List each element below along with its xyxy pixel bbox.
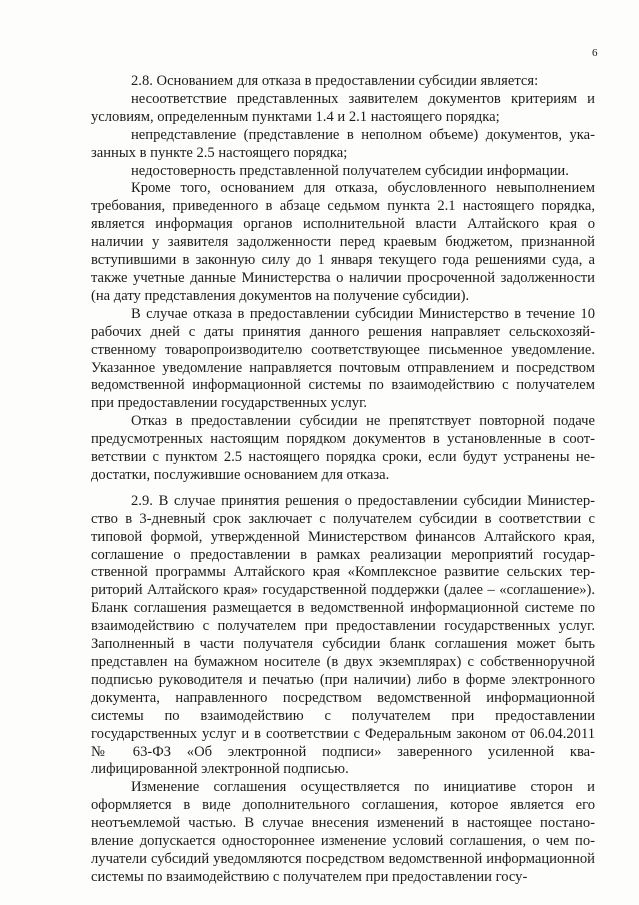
document-body	[91, 73, 595, 887]
paragraph-refusal-notification: В случае отказа в предоставлении субсидии Министерство в течение 10 рабочих дней с даты принятия данного решения направляет сельскохозяйственному товаропроизводителю соответствующее письменное уведомление. Указанное уведомление направляется почтовым отправлением и посредством ведомственной информационной системы по взаимодействию с получателем при предоставлении государственных услуг.	[91, 305, 595, 412]
page-number: 6	[592, 47, 598, 59]
paragraph-agreement-amendment: Изменение соглашения осуществляется по инициативе сторон и оформляется в виде дополнительного соглашения, которое является его неотъемлемой частью. В случае внесения изменений в настоящее постановление допускается одностороннее изменение условий соглашения, о чем получатели субсидий уведомляются посредством ведомственной информационной системы по взаимодействию с получателем при предоставлении госу-	[91, 779, 595, 885]
paragraph-nonsubmission: непредставление (представление в неполном объеме) документов, указанных в пункте 2.5 настоящего порядка;	[91, 126, 595, 161]
paragraph-refusal-grounds-heading: 2.8. Основанием для отказа в предоставлении субсидии является:	[131, 73, 539, 89]
paragraph-debt-grounds: Кроме того, основанием для отказа, обусловленного невыполнением требования, приведенного в абзаце седьмом пункта 2.1 настоящего порядка, является информация органов исполнительной власти Алтайского края о наличии у заявителя задолженности перед краевым бюджетом, признанной вступившими в законную силу до 1 января текущего года решениями суда, а также учетные данные Министерства о наличии просроченной задолженности (на дату представления документов на получение субсидии).	[91, 180, 595, 304]
paragraph-noncompliance: несоответствие представленных заявителем документов критериям и условиям, определенным пунктами 1.4 и 2.1 настоящего порядка;	[91, 90, 595, 125]
paragraph-agreement-conclusion: 2.9. В случае принятия решения о предоставлении субсидии Министерство в 3-дневный срок заключает с получателем субсидии в соответствии с типовой формой, утвержденной Министерством финансов Алтайского края, соглашение о предоставлении в рамках реализации мероприятий государственной программы Алтайского края «Комплексное развитие сельских территорий Алтайского края» государственной поддержки (далее – «соглашение»). Бланк соглашения размещается в ведомственной информационной системе по взаимодействию с получателем при предоставлении государственных услуг. Заполненный в части получателя субсидии бланк соглашения может быть представлен на бумажном носителе (в двух экземплярах) с собственноручной подписью руководителя и печатью (при наличии) либо в форме электронного документа, направленного посредством ведомственной информационной системы по взаимодействию с получателем при предоставлении государственных услуг и в соответствии с Федеральным законом от 06.04.2011 № 63-ФЗ «Об электронной подписи» заверенного усиленной квалифицированной электронной подписью.	[91, 492, 595, 778]
paragraph-false-information: недостоверность представленной получателем субсидии информации.	[131, 162, 569, 179]
paragraph-resubmission: Отказ в предоставлении субсидии не препятствует повторной подаче предусмотренных настоящим порядком документов в установленные в соответствии с пунктом 2.5 настоящего порядка сроки, если будут устранены недостатки, послужившие основанием для отказа.	[91, 413, 595, 483]
